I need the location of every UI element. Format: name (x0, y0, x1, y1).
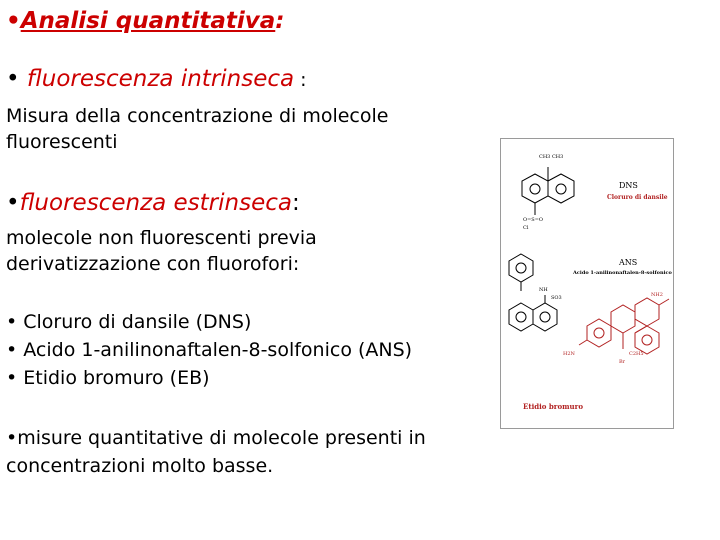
slide-title (6, 8, 284, 34)
ans-so3-label: SO3 (551, 295, 562, 301)
probe-item-dns: • Cloruro di dansile (DNS) (6, 311, 252, 333)
probe-item-ans: • Acido 1-anilinonaftalen-8-solfonico (ANS) (6, 339, 413, 361)
quantitative-line1: •misure quantitative di molecole presenti in (6, 427, 426, 449)
probe-item-eb: • Etidio bromuro (EB) (6, 367, 210, 389)
fluorophore-structures-figure (500, 138, 674, 429)
eb-name: Etidio bromuro (523, 402, 583, 411)
eb-nh2-right: NH2 (651, 292, 663, 298)
dns-so2-label: O=S=O (523, 217, 544, 223)
structures-drawing (501, 139, 673, 428)
extrinsic-heading-text: fluorescenza estrinseca (19, 190, 292, 216)
intrinsic-bullet: • (6, 66, 20, 92)
dns-cl-label: Cl (523, 225, 529, 231)
extrinsic-bullet: • (6, 190, 20, 216)
title-bullet: • (6, 8, 21, 34)
dns-structure (522, 167, 574, 215)
eb-c2h5-label: C2H5 (629, 351, 644, 357)
intrinsic-text-line2: fluorescenti (6, 131, 118, 153)
extrinsic-text-line2: derivatizzazione con fluorofori: (6, 253, 300, 275)
eb-br-label: Br (619, 359, 626, 365)
title-text: Analisi quantitativa (20, 8, 276, 34)
intrinsic-colon: : (294, 69, 307, 91)
intrinsic-heading (6, 66, 307, 92)
title-colon: : (275, 8, 285, 34)
extrinsic-text-line1: molecole non fluorescenti previa (6, 227, 317, 249)
extrinsic-heading (6, 190, 300, 216)
dns-label: DNS (619, 181, 638, 190)
ans-label: ANS (619, 258, 638, 267)
dns-name: Cloruro di dansile (607, 194, 668, 201)
eb-nh2-left: H2N (563, 351, 575, 357)
ans-name: Acido 1-anilinonaftalen-8-solfonico (573, 270, 672, 276)
dns-nme2-label: CH3 CH3 (539, 154, 564, 160)
eb-structure (579, 298, 669, 354)
ans-structure (509, 254, 557, 331)
ans-nh-label: NH (539, 287, 548, 293)
intrinsic-heading-text: fluorescenza intrinseca (26, 66, 295, 92)
extrinsic-colon: : (291, 190, 300, 216)
quantitative-line2: concentrazioni molto basse. (6, 455, 274, 477)
intrinsic-text-line1: Misura della concentrazione di molecole (6, 105, 389, 127)
